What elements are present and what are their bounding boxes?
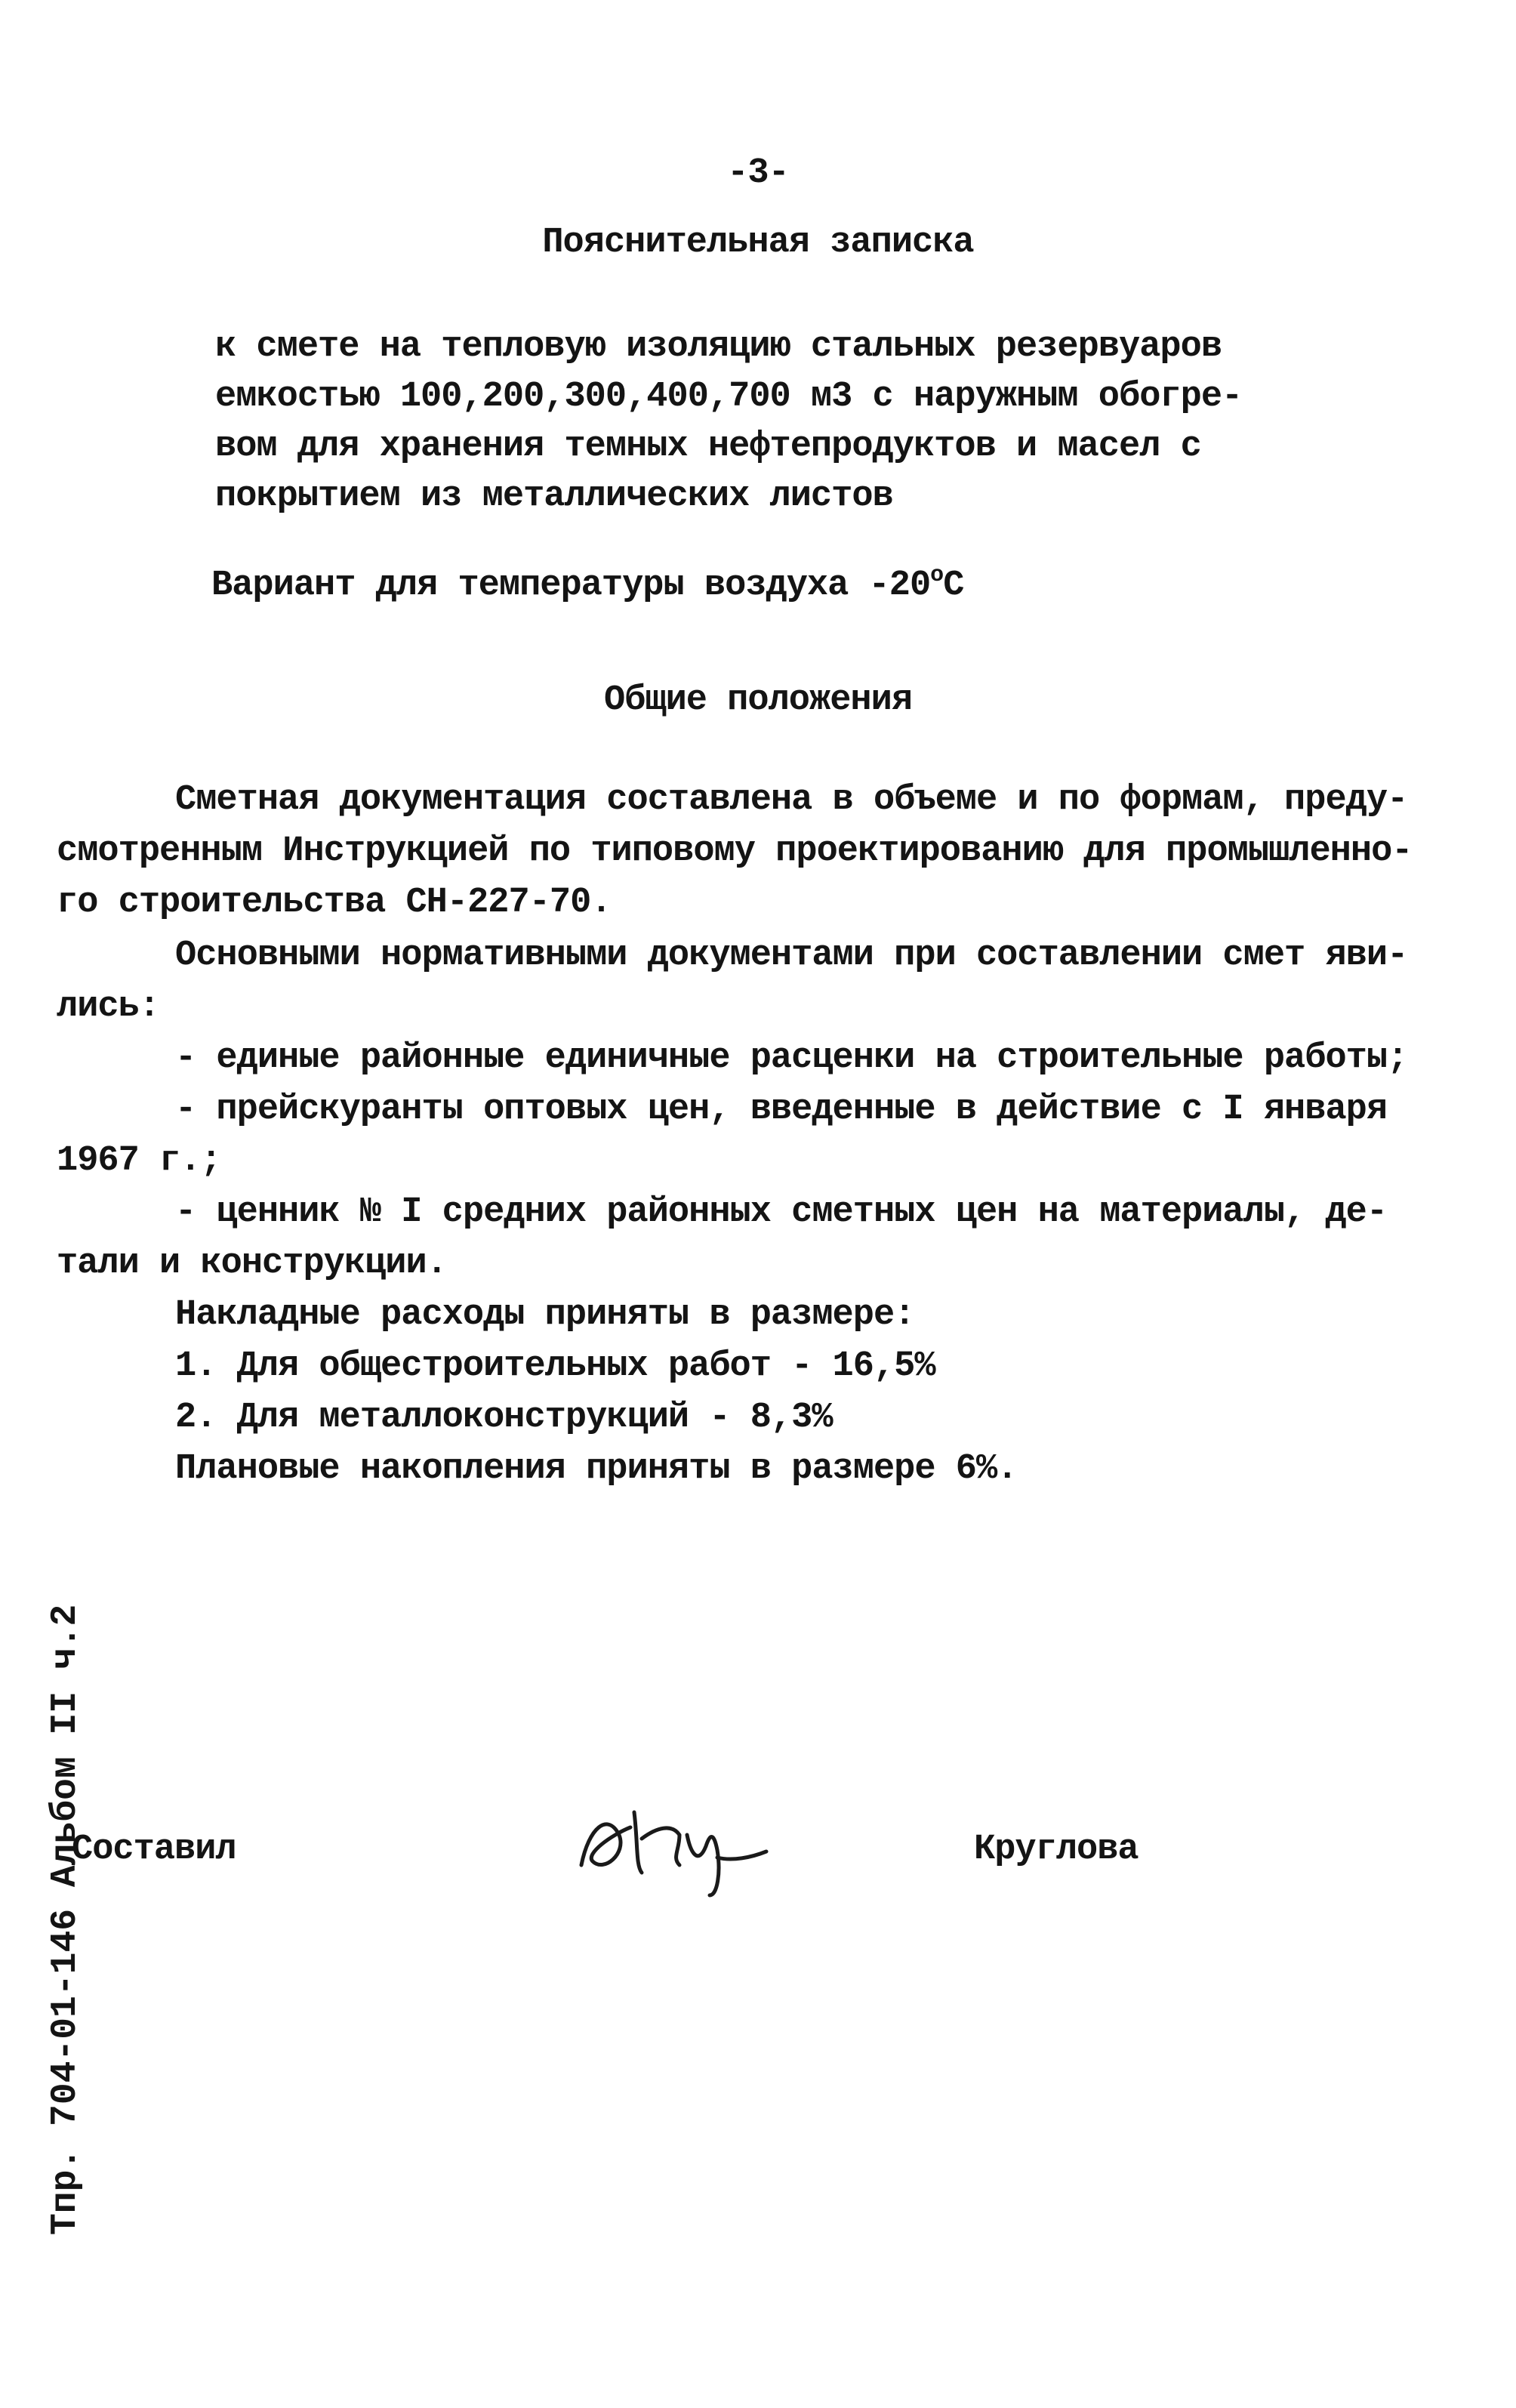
subtitle-line: к смете на тепловую изоляцию стальных резервуаров (215, 327, 1222, 367)
subtitle-line: покрытием из металлических листов (215, 476, 893, 516)
body-line: 1. Для общестроительных работ - 16,5% (175, 1346, 935, 1386)
document-title: Пояснительная записка (542, 223, 974, 263)
body-line: Накладные расходы приняты в размере: (175, 1295, 915, 1335)
body-line: смотренным Инструкцией по типовому проектированию для промышленно- (57, 831, 1413, 871)
margin-catalog-note: Тпр. 704-01-146 Альбом II ч.2 (45, 1604, 86, 2235)
subtitle-line: емкостью 100,200,300,400,700 м3 с наружным обогре- (215, 377, 1243, 417)
signer-name: Круглова (974, 1830, 1139, 1870)
body-line: 2. Для металлоконструкций - 8,3% (175, 1398, 833, 1438)
body-line: 1967 г.; (57, 1141, 221, 1181)
section-title: Общие положения (603, 680, 913, 720)
page-number: -3- (727, 153, 789, 193)
handwritten-signature (566, 1782, 778, 1903)
body-line: Основными нормативными документами при составлении смет яви- (175, 936, 1408, 976)
body-line: Сметная документация составлена в объеме и по формам, преду- (175, 780, 1408, 820)
body-line: - прейскуранты оптовых цен, введенные в действие с I января (175, 1090, 1388, 1130)
temperature-variant (211, 553, 963, 609)
variant-text: Вариант для температуры воздуха -20 (211, 566, 931, 606)
variant-unit: С (943, 566, 964, 606)
body-line: - ценник № I средних районных сметных цен на материалы, де- (175, 1192, 1388, 1232)
signature-label: Составил (72, 1830, 236, 1870)
body-line: го строительства СН-227-70. (57, 883, 612, 923)
body-line: лись: (57, 987, 160, 1027)
body-line: - единые районные единичные расценки на строительные работы; (175, 1038, 1408, 1078)
body-line: Плановые накопления приняты в размере 6%. (175, 1449, 1018, 1489)
subtitle-line: вом для хранения темных нефтепродуктов и масел с (215, 427, 1201, 467)
body-line: тали и конструкции. (57, 1244, 447, 1284)
degree-sign: о (930, 563, 944, 588)
